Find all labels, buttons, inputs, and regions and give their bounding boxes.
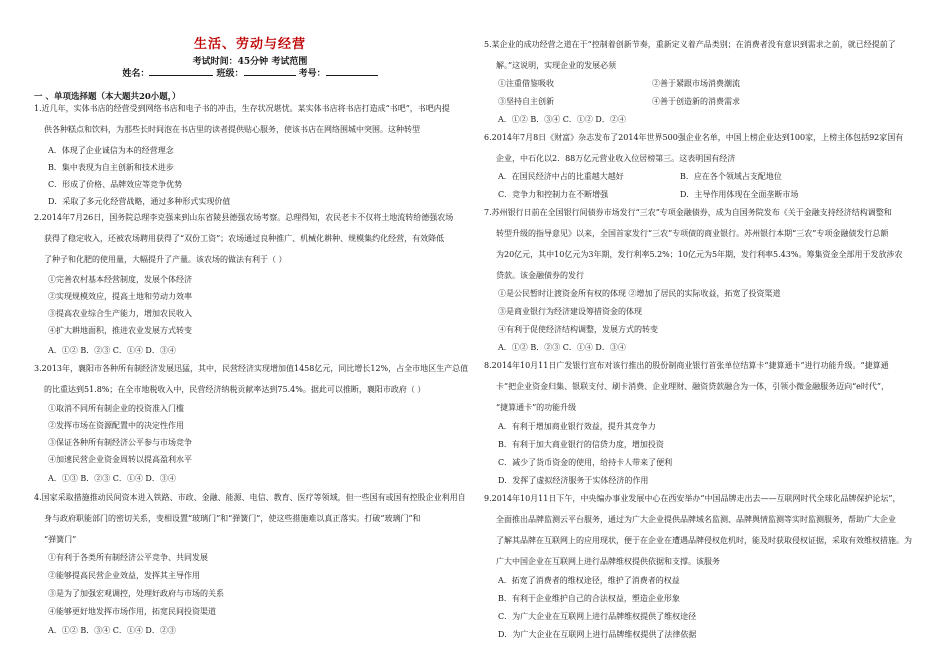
text-line: 4.国家采取措施推动民间资本进入铁路、市政、金融、能源、电信、教育、医疗等领域，但一些国有或国有控股企业利用自: [34, 493, 466, 502]
text-line: A．①② B．③④ C．①② D．②④: [498, 115, 626, 124]
text-line: ①有利于各类所有制经济公平竞争、共同发展: [48, 553, 208, 562]
text-line: 贷款。该金融债券的发行: [496, 271, 584, 280]
text-line: ④扩大耕地面积，推进农业发展方式转变: [48, 326, 192, 335]
text-line: 6.2014年7月8日《财富》杂志发布了2014年世界500强企业名单，中国上榜企业达到100家，上榜主体包括92家国有: [484, 133, 904, 142]
text-line: A．①② B．②③ C．①④ D．③④: [48, 346, 176, 355]
text-line: A．体现了企业诚信为本的经营理念: [48, 146, 174, 155]
text-line: 了种子和化肥的使用量，大幅提升了产量。该农场的做法有利于（ ）: [44, 255, 287, 264]
text-line: “弹簧门”: [44, 535, 77, 544]
text-line: B．应在各个领域占支配地位: [680, 172, 782, 181]
text-line: 企业，中石化以2．88万亿元营业收入位居榜第三。这表明国有经济: [496, 154, 736, 163]
text-line: ①完善农村基本经营制度，发展个体经济: [48, 275, 192, 284]
text-line: B．有利于加大商业银行的信贷力度，增加投资: [498, 440, 664, 449]
text-line: ①注重借鉴吸收: [498, 79, 554, 88]
text-line: 全面推出品牌监测云平台服务，通过为广大企业提供品牌域名监测、品牌舆情监测等实时监测服务，帮助广大企业: [496, 515, 896, 524]
text-line: ④善于创造新的消费需求: [652, 97, 740, 106]
name-label: 姓名：: [122, 69, 150, 79]
text-line: C．竞争力和控制力在不断增强: [498, 190, 609, 199]
text-line: 1.近几年，实体书店的经营受到网络书店和电子书的冲击，生存状况堪忧。某实体书店将书店打造成“书吧”，书吧内提: [34, 104, 450, 113]
text-line: ②能够提高民营企业效益，发挥其主导作用: [48, 571, 200, 580]
text-line: 5.某企业的成功经营之道在于“控制着创新节奏，重新定义着产品类别；在消费者没有意识到需求之前，就已经提前了: [484, 40, 896, 49]
text-line: A．①② B．③④ C．①④ D．②③: [48, 626, 176, 635]
class-blank[interactable]: [244, 67, 296, 76]
text-line: ①是公民暂时让渡资金所有权的体现 ②增加了居民的实际收益，拓宽了投资渠道: [498, 289, 781, 298]
text-line: D．采取了多元化经营战略，通过多种形式实现价值: [48, 197, 231, 206]
text-line: ④加速民营企业资金周转以提高盈利水平: [48, 455, 192, 464]
text-line: 身与政府职能部门的密切关系，变相设置“玻璃门”和“弹簧门”，使这些措施难以真正落实。打破“玻璃门”和: [44, 514, 421, 523]
text-line: A．①② B．②③ C．①④ D．③④: [498, 343, 626, 352]
text-line: D．为广大企业在互联网上进行品牌维权提供了法律依据: [498, 630, 697, 639]
text-line: 7.苏州银行日前在全国银行间债券市场发行“三农”专项金融债券，成为自国务院发布《关于金融支持经济结构调整和: [484, 208, 892, 217]
text-line: 卡”把企业资金归集、银联支付、刷卡消费、企业理财、融资贷款融合为一体，引领小微金融服务迈向“e时代”，: [496, 382, 889, 391]
text-line: ③保证各种所有制经济公平参与市场竞争: [48, 438, 192, 447]
text-line: A．拓宽了消费者的维权途径，维护了消费者的权益: [498, 576, 680, 585]
text-line: C．形成了价格、品牌效应等竞争优势: [48, 180, 183, 189]
exam-meta: 考试时间：45分钟 考试范围: [192, 57, 308, 67]
text-line: 为20亿元，其中10亿元为3年期，发行利率5.2%；10亿元为5年期，发行利率5.43%。筹集资金全部用于发放涉农: [496, 250, 903, 259]
text-line: A．①③ B．②③ C．①④ D．③④: [48, 474, 176, 483]
text-line: D．发挥了虚拟经济服务于实体经济的作用: [498, 476, 649, 485]
text-line: 转型升级的指导意见》以来，全国首家发行“三农”专项债的商业银行。苏州银行本期“三农”专项金融债发行总额: [496, 229, 889, 238]
section-heading: 一 、单项选择题（本大题共20小题，）: [34, 92, 181, 102]
text-line: ④有利于促使经济结构调整，发展方式的转变: [498, 325, 658, 334]
text-line: ②发挥市场在资源配置中的决定性作用: [48, 421, 184, 430]
text-line: ④能够更好地发挥市场作用，拓宽民间投资渠道: [48, 607, 216, 616]
text-line: ②实现规模效应，提高土地和劳动力效率: [48, 292, 192, 301]
text-line: B．集中表现为自主创新和技术进步: [48, 163, 174, 172]
text-line: ③提高农业综合生产能力，增加农民收入: [48, 309, 192, 318]
text-line: “捷算通卡”的功能升级: [496, 403, 577, 412]
number-label: 考号：: [298, 69, 326, 79]
text-line: 供各种糕点和饮料，为那些长时间泡在书店里的读者提供贴心服务，使该书店在网络围城中突围。这种转型: [44, 125, 420, 134]
text-line: 3.2013年，襄阳市各种所有制经济发展迅猛，其中，民营经济实现增加值1458亿元，同比增长12%，占全市地区生产总值: [34, 364, 469, 373]
text-line: 广大中国企业在互联网上进行品牌维权提供依据和支撑。该服务: [496, 557, 720, 566]
text-line: A．有利于增加商业银行效益，提升其竞争力: [498, 422, 656, 431]
text-line: ①取消不同所有制企业的投资准入门槛: [48, 404, 184, 413]
text-line: 获得了稳定收入，还被农场聘用获得了“双份工资”；农场通过良种推广、机械化耕种、规模集约化经营，有效降低: [44, 234, 445, 243]
text-line: 的比重达到51.8%；在全市地税收入中，民营经济纳税贡献率达到75.4%。据此可以推断，襄阳市政府（ ）: [44, 385, 426, 394]
text-line: C．为广大企业在互联网上进行品牌维权提供了维权途径: [498, 612, 697, 621]
text-line: 了解其品牌在互联网上的应用现状，便于在企业在遭遇品牌侵权危机时，能及时获取侵权证据，采取有效维权措施。为: [496, 536, 912, 545]
student-info: [34, 66, 466, 79]
name-blank[interactable]: [149, 67, 213, 76]
text-line: A．在国民经济中占的比重越大越好: [498, 172, 624, 181]
text-line: ③坚持自主创新: [498, 97, 554, 106]
text-line: ③是商业银行为经济建设筹措资金的体现: [498, 307, 642, 316]
text-line: 8.2014年10月11日广发银行宣布对该行推出的股份制商业银行首张单位结算卡“捷算通卡”进行功能升级。“捷算通: [484, 361, 889, 370]
text-line: ②善于紧跟市场消费潮流: [652, 79, 740, 88]
text-line: 9.2014年10月11日下午，中央编办事业发展中心在西安举办“中国品牌走出去——互联网时代全球化品牌保护论坛”，: [484, 494, 901, 503]
text-line: 2.2014年7月26日，国务院总理李克强来到山东省陵县德强农场考察。总理得知，农民老卡不仅将土地流转给德强农场: [34, 213, 454, 222]
text-line: B．有利于企业维护自己的合法权益，塑造企业形象: [498, 594, 680, 603]
text-line: 解。”这说明，实现企业的发展必须: [496, 61, 617, 70]
text-line: D．主导作用体现在全面垄断市场: [680, 190, 799, 199]
class-label: 班级：: [216, 69, 244, 79]
text-line: C．减少了货币资金的使用，给持卡人带来了便利: [498, 458, 673, 467]
text-line: ③是为了加强宏观调控，处理好政府与市场的关系: [48, 589, 224, 598]
exam-title: 生活、劳动与经营: [193, 37, 306, 52]
number-blank[interactable]: [326, 67, 378, 76]
